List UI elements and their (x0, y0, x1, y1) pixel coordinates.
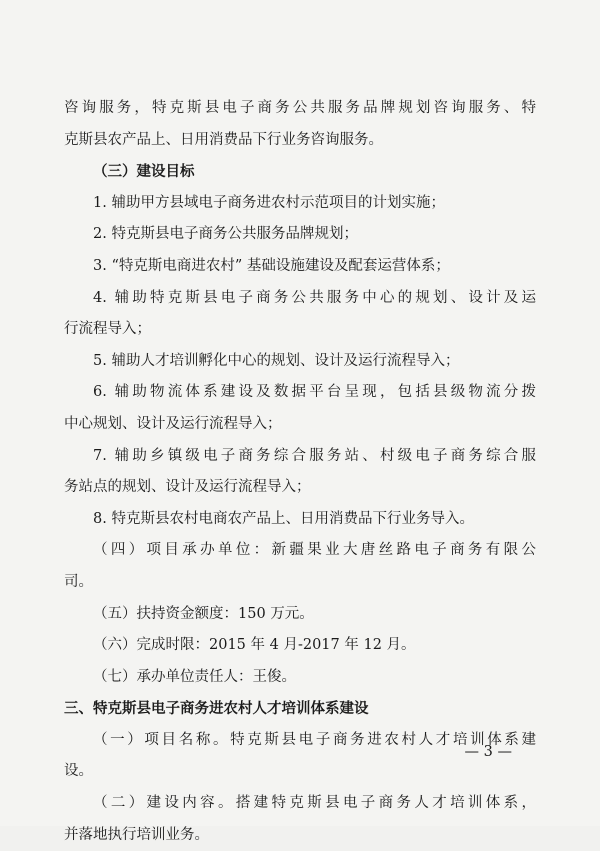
text-line: （五）扶持资金额度：150 万元。 (93, 605, 314, 622)
text-line: （二）建设内容。搭建特克斯县电子商务人才培训体系， (93, 795, 536, 812)
text-line: 务站点的规划、设计及运行流程导入； (64, 479, 311, 496)
text-line: （六）完成时限：2015 年 4 月-2017 年 12 月。 (93, 637, 416, 654)
text-line: 8. 特克斯县农村电商农产品上、日用消费品下行业务导入。 (93, 510, 474, 527)
text-line: 克斯县农产品上、日用消费品下行业务咨询服务。 (64, 131, 383, 148)
text-line: 5. 辅助人才培训孵化中心的规划、设计及运行流程导入； (93, 352, 460, 369)
text-line: （四）项目承办单位：新疆果业大唐丝路电子商务有限公 (93, 542, 536, 559)
text-line: 设。 (64, 763, 93, 780)
text-line: （一）项目名称。特克斯县电子商务进农村人才培训体系建 (93, 731, 536, 748)
document-body (64, 93, 536, 851)
section-heading: 三、特克斯县电子商务进农村人才培训体系建设 (64, 700, 369, 718)
text-line: 行流程导入； (64, 321, 151, 338)
text-line: 并落地执行培训业务。 (64, 826, 209, 843)
section-heading: （三）建设目标 (93, 163, 195, 181)
text-line: 司。 (64, 573, 93, 590)
page-number: — 3 — (464, 744, 512, 760)
text-line: 6. 辅助物流体系建设及数据平台呈现，包括县级物流分拨 (93, 384, 536, 401)
text-line: （七）承办单位责任人：王俊。 (93, 668, 296, 685)
text-line: 4. 辅助特克斯县电子商务公共服务中心的规划、设计及运 (93, 289, 536, 306)
text-line: 中心规划、设计及运行流程导入； (64, 415, 282, 432)
text-line: 2. 特克斯县电子商务公共服务品牌规划； (93, 226, 358, 243)
text-line: 3. “特克斯电商进农村” 基础设施建设及配套运营体系； (93, 257, 450, 274)
text-line: 咨询服务，特克斯县电子商务公共服务品牌规划咨询服务、特 (64, 100, 536, 116)
text-line: 1. 辅助甲方县域电子商务进农村示范项目的计划实施； (93, 194, 445, 211)
text-line: 7. 辅助乡镇级电子商务综合服务站、村级电子商务综合服 (93, 447, 536, 464)
